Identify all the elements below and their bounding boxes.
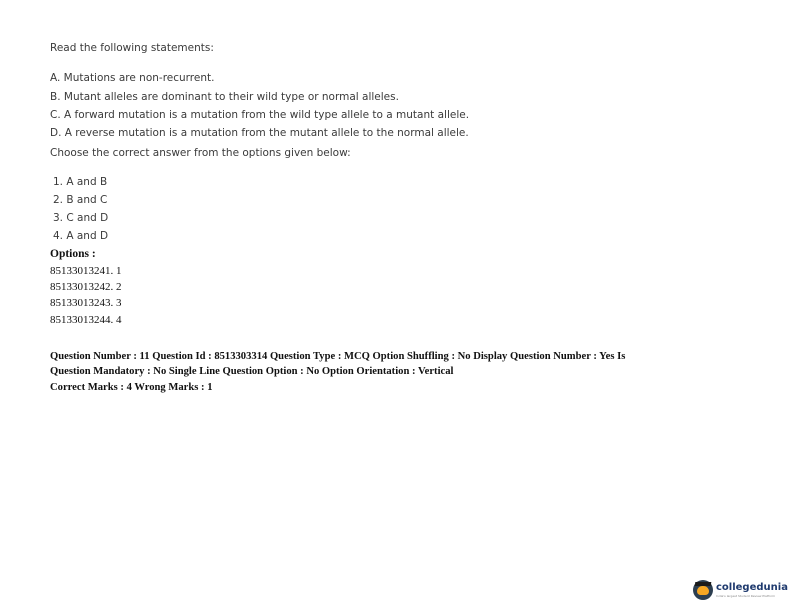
choice-1: 1. A and B	[53, 176, 108, 188]
option-item-4: 85133013244. 4	[50, 314, 122, 326]
question-meta-line-1: Question Number : 11 Question Id : 8513303314 Question Type : MCQ Option Shuffling : No Display Question Number : Yes Is	[50, 351, 626, 362]
graduate-icon	[693, 580, 713, 600]
option-item-2: 85133013242. 2	[50, 281, 122, 293]
brand-tagline: India's largest Student Review Platform	[716, 593, 776, 598]
question-intro: Read the following statements:	[50, 42, 214, 54]
statement-d: D. A reverse mutation is a mutation from the mutant allele to the normal allele.	[50, 127, 469, 139]
statement-a: A. Mutations are non-recurrent.	[50, 72, 215, 84]
question-prompt: Choose the correct answer from the options given below:	[50, 147, 351, 159]
choice-3: 3. C and D	[53, 212, 109, 224]
statement-c: C. A forward mutation is a mutation from the wild type allele to a mutant allele.	[50, 109, 470, 121]
statement-b: B. Mutant alleles are dominant to their wild type or normal alleles.	[50, 91, 399, 103]
choice-4: 4. A and D	[53, 230, 109, 242]
question-meta-line-3: Correct Marks : 4 Wrong Marks : 1	[50, 382, 213, 393]
collegedunia-logo	[693, 578, 788, 602]
question-meta-line-2: Question Mandatory : No Single Line Question Option : No Option Orientation : Vertical	[50, 366, 454, 377]
brand-name: collegedunia	[716, 581, 788, 593]
option-item-3: 85133013243. 3	[50, 297, 122, 309]
choice-2: 2. B and C	[53, 194, 108, 206]
option-item-1: 85133013241. 1	[50, 265, 122, 277]
options-heading: Options :	[50, 248, 96, 260]
